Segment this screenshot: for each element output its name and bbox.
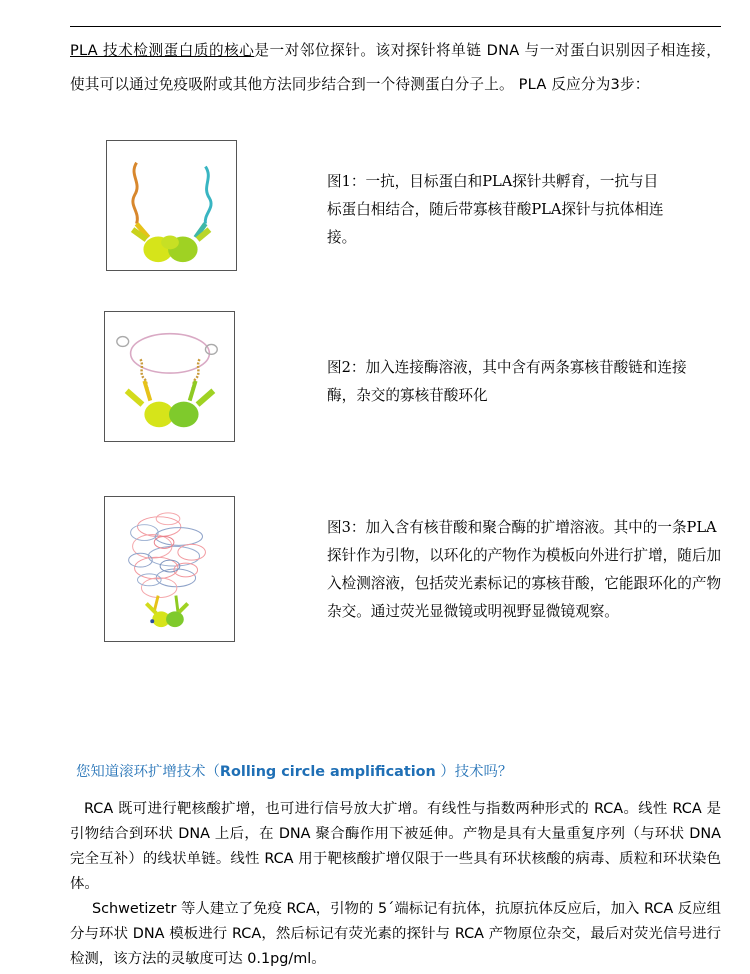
rca-paragraph-1: RCA 既可进行靶核酸扩增，也可进行信号放大扩增。有线性与指数两种形式的 RCA。线性 RCA 是引物结合到环状 DNA 上后，在 DNA 聚合酶作用下被延伸。产物是具有大量重复序列（与环状 DNA 完全互补）的线状单链。线性 RCA 用于靶核酸扩增仅限于一些具有环状核酸的病毒、质粒和环状染色体。: [70, 801, 721, 892]
probe-binding-illustration: [107, 141, 236, 270]
intro-paragraph: [70, 34, 721, 102]
intro-lead-underlined: PLA 技术检测蛋白质的核心: [70, 42, 255, 59]
rca-question-heading: [76, 760, 736, 781]
figure-2-image: [104, 311, 235, 442]
question-suffix: ）技术吗？: [435, 764, 513, 780]
amplification-illustration: [105, 497, 234, 641]
figure-1-caption: 图1：一抗，目标蛋白和PLA探针共孵育，一抗与目标蛋白相结合，随后带寡核苷酸PLA探针与抗体相连接。: [327, 173, 664, 246]
rca-paragraph-2: Schwetizetr 等人建立了免疫 RCA，引物的 5´端标记有抗体，抗原抗体反应后，加入 RCA 反应组分与环状 DNA 模板进行 RCA，然后标记有荧光素的探针与 RCA 产物原位杂交，最后对荧光信号进行检测，该方法的灵敏度可达 0.1pg/ml。: [70, 901, 721, 967]
question-prefix: 您知道滚环扩增技术（: [76, 764, 220, 780]
figure-3-caption: 图3：加入含有核苷酸和聚合酶的扩增溶液。其中的一条PLA探针作为引物，以环化的产物作为模板向外进行扩增，随后加入检测溶液，包括荧光素标记的寡核苷酸，它能跟环化的产物杂交。通过荧光显微镜或明视野显微镜观察。: [327, 519, 722, 620]
header-rule: [70, 26, 721, 27]
intro-text: 是一对邻位探针。该对探针将单链 DNA 与一对蛋白识别因子相连接，使其可以通过免疫吸附或其他方法同步结合到一个待测蛋白分子上。 PLA 反应分为3步：: [70, 42, 721, 93]
figure-3-image: [104, 496, 235, 642]
question-english-term: Rolling circle amplification: [219, 764, 436, 780]
figure-1-image: [106, 140, 237, 271]
rca-body: [70, 797, 721, 972]
figure-2-caption: 图2：加入连接酶溶液，其中含有两条寡核苷酸链和连接酶，杂交的寡核苷酸环化: [327, 359, 687, 404]
ligation-illustration: [105, 312, 234, 441]
